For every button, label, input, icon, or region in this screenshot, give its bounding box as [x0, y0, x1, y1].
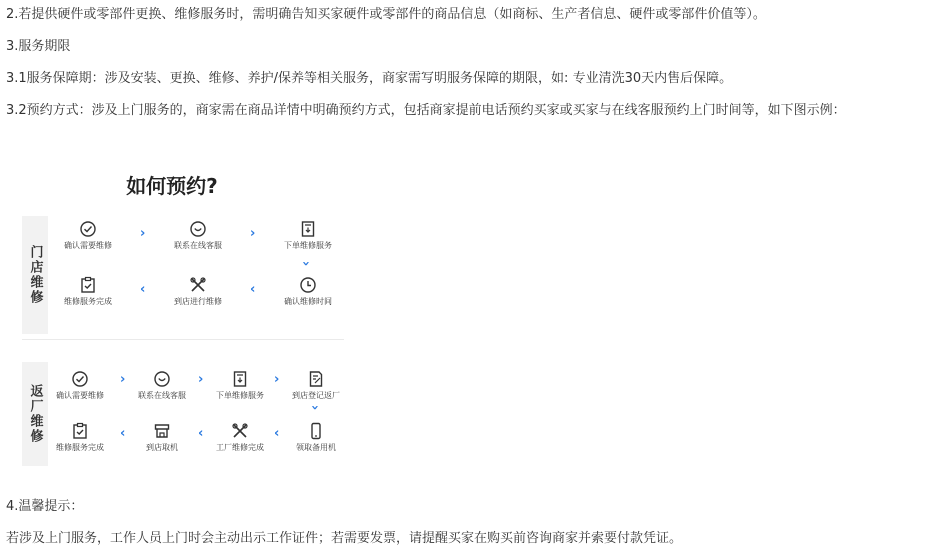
arrow-right-icon: › [140, 226, 146, 241]
tools-icon [231, 422, 249, 440]
factory-repair-label-box [22, 362, 48, 466]
chat-smile-icon [153, 370, 171, 388]
factory-repair-label: 返厂维修 [27, 384, 43, 444]
factory-step-label: 联系在线客服 [138, 391, 186, 400]
paragraph-service-period-heading: 3.服务期限 [6, 39, 71, 54]
phone-icon [307, 422, 325, 440]
store-icon [153, 422, 171, 440]
factory-step-contact [130, 370, 194, 401]
store-repair-label: 门店维修 [27, 245, 43, 305]
clock-icon [299, 276, 317, 294]
store-step-label: 维修服务完成 [64, 297, 112, 306]
arrow-left-icon: ‹ [140, 282, 146, 297]
factory-step-order [208, 370, 272, 401]
factory-step-label: 工厂维修完成 [216, 443, 264, 452]
clipboard-check-icon [79, 276, 97, 294]
arrow-left-icon: ‹ [120, 426, 126, 441]
factory-step-done [48, 422, 112, 453]
arrow-down-icon: › [307, 404, 323, 411]
chat-smile-icon [189, 220, 207, 238]
store-step-label: 确认需要维修 [64, 241, 112, 250]
factory-step-confirm [48, 370, 112, 401]
arrow-right-icon: › [250, 226, 256, 241]
store-step-order [268, 220, 348, 251]
factory-step-repaired [208, 422, 272, 453]
factory-step-loaner [284, 422, 348, 453]
store-step-done [48, 276, 128, 307]
paragraph-hardware-info: 2.若提供硬件或零部件更换、维修服务时，需明确告知买家硬件或零部件的商品信息（如商标、生产者信息、硬件或零部件价值等）。 [6, 7, 766, 22]
clipboard-check-icon [71, 422, 89, 440]
factory-step-label: 领取备用机 [296, 443, 336, 452]
factory-step-label: 到店登记返厂 [292, 391, 340, 400]
arrow-down-icon: › [298, 260, 314, 267]
arrow-left-icon: ‹ [198, 426, 204, 441]
check-circle-icon [79, 220, 97, 238]
arrow-right-icon: › [274, 372, 280, 387]
edit-doc-icon [307, 370, 325, 388]
store-step-instore [158, 276, 238, 307]
store-repair-label-box [22, 216, 48, 334]
store-step-confirm [48, 220, 128, 251]
factory-repair-panel [22, 362, 344, 466]
store-step-label: 确认维修时间 [284, 297, 332, 306]
factory-step-register [284, 370, 348, 401]
factory-step-label: 确认需要维修 [56, 391, 104, 400]
paragraph-service-guarantee: 3.1服务保障期：涉及安装、更换、维修、养护/保养等相关服务，商家需写明服务保障的期限，如: 专业清洗30天内售后保障。 [6, 71, 733, 86]
store-step-label: 下单维修服务 [284, 241, 332, 250]
store-step-label: 到店进行维修 [174, 297, 222, 306]
order-doc-icon [299, 220, 317, 238]
factory-step-pickup [130, 422, 194, 453]
arrow-left-icon: ‹ [274, 426, 280, 441]
store-repair-panel [22, 210, 344, 340]
store-step-time [268, 276, 348, 307]
arrow-left-icon: ‹ [250, 282, 256, 297]
paragraph-appointment-method: 3.2预约方式：涉及上门服务的，商家需在商品详情中明确预约方式，包括商家提前电话预约买家或买家与在线客服预约上门时间等，如下图示例： [6, 103, 846, 118]
figure-title: 如何预约? [126, 174, 218, 198]
paragraph-tips-content: 若涉及上门服务，工作人员上门时会主动出示工作证件；若需要发票，请提醒买家在购买前咨询商家并索要付款凭证。 [6, 531, 683, 546]
factory-step-label: 到店取机 [146, 443, 178, 452]
tools-icon [189, 276, 207, 294]
factory-step-label: 维修服务完成 [56, 443, 104, 452]
order-doc-icon [231, 370, 249, 388]
appointment-figure [22, 166, 352, 466]
store-step-contact [158, 220, 238, 251]
paragraph-tips-heading: 4.温馨提示： [6, 499, 84, 514]
arrow-right-icon: › [120, 372, 126, 387]
store-step-label: 联系在线客服 [174, 241, 222, 250]
factory-step-label: 下单维修服务 [216, 391, 264, 400]
check-circle-icon [71, 370, 89, 388]
arrow-right-icon: › [198, 372, 204, 387]
